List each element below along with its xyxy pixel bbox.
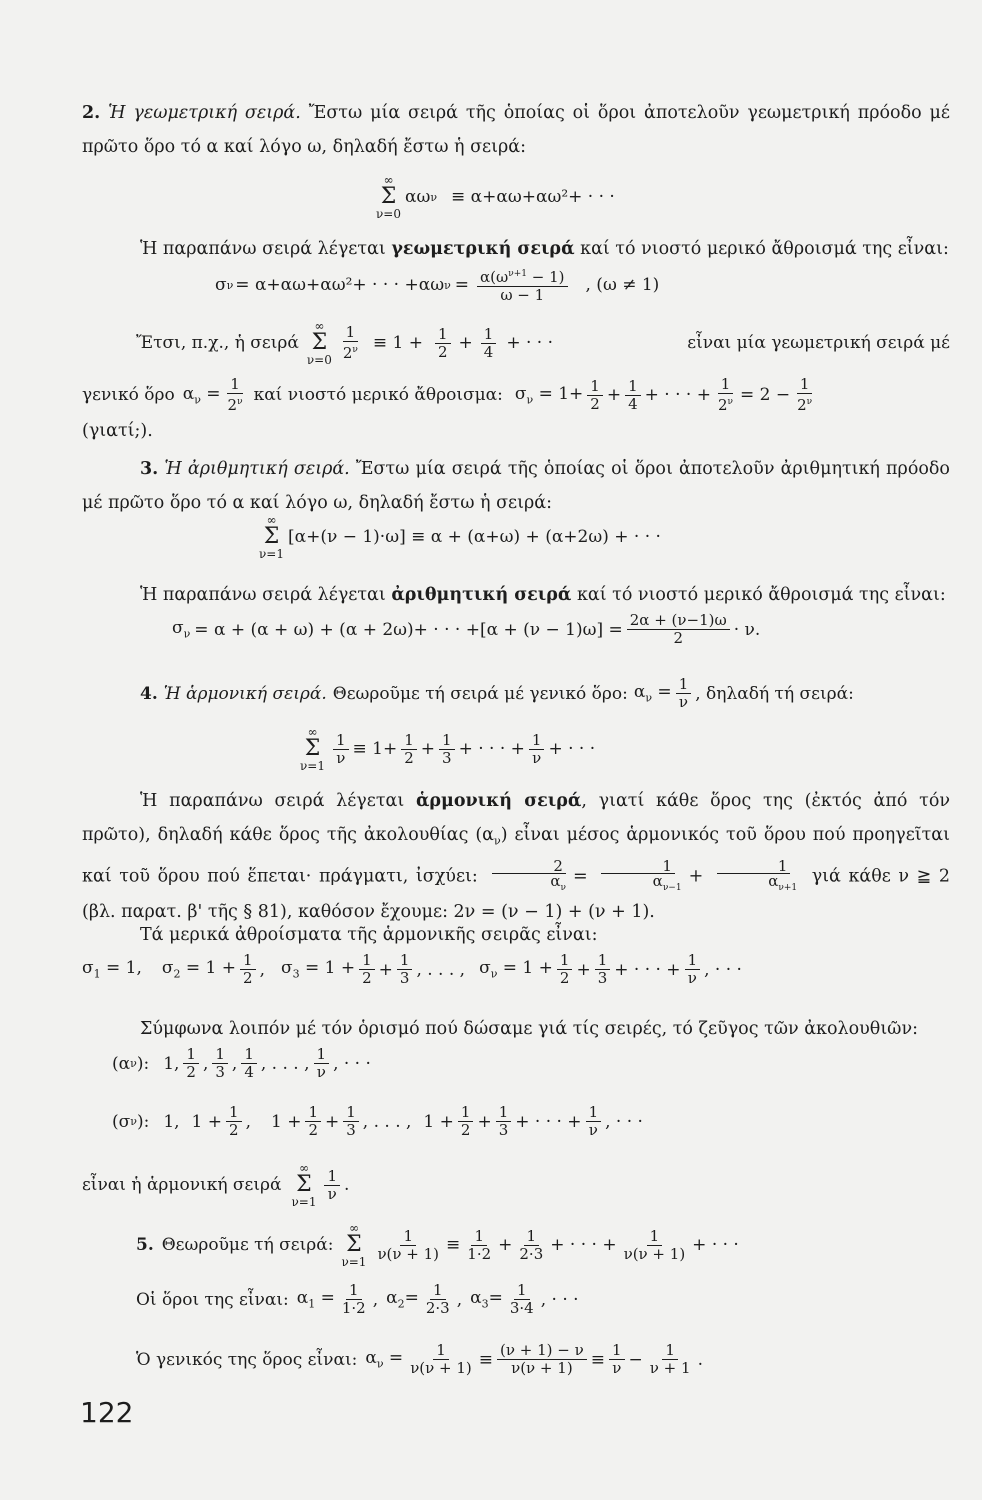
harmonic-definition: Ἡ παραπάνω σειρά λέγεται ἁρμονική σειρά, γιατί κάθε ὅρος της (ἐκτός ἀπό τόν πρῶτο), δηλαδή κάθε ὅρος τῆς ἀκολουθίας $(\alpha_\nu)$ εἶναι μέσος ἁρμονικός τοῦ ὅρου πού προηγεῖται καί τοῦ ὅρου πού ἕπεται· πράγματι, ἰσχύει: $\frac{2}{\alpha_\nu}$ = $\frac{1}{\alpha_{\nu-1}}$ + $\frac{1}{\alpha_{\nu+1}}$ γιά κάθε ν ≧ 2 (βλ. παρατ. β' τῆς § 81), καθόσον ἔχουμε: 2ν = (ν − 1) + (ν + 1). <box>82 791 950 922</box>
geometric-partial-sum: σ ν = α+αω+αω²+ · · · +αω ν = $\frac{\alpha(\omega^{\nu+1} - 1)}{\omega - 1}$ , (ω ≠ 1) <box>215 268 660 304</box>
fraction: $\frac{\alpha(\omega^{\nu+1} - 1)}{\omega - 1}$ <box>477 266 567 304</box>
term-arithmetic-series: ἀριθμητική σειρά <box>391 585 572 605</box>
harmonic-conclusion: Σύμφωνα λοιπόν μέ τόν ὁρισμό πού δώσαμε γιά τίς σειρές, τό ζεῦγος τῶν ἀκολουθιῶν: <box>140 1019 918 1039</box>
harmonic-series-formula: ∞ Σ ν=1 $\frac{1}{\nu}$ ≡ 1+ $\frac{1}{2}$ + $\frac{1}{3}$ + · · · + $\frac{1}{\nu}$ + · · · <box>300 725 596 773</box>
geometric-example: Ἔτσι, π.χ., ἡ σειρά ∞ Σ ν=0 $\frac{1}{2^\nu}$ ≡ 1 + $\frac{1}{2}$ + $\frac{1}{4}$ + · · · εἶναι μία γεωμετρική σειρά μέ <box>136 319 950 367</box>
sequence-s: (σ ν ): 1, 1 + $\frac{1}{2}$ , 1 + $\frac{1}{2}$ + $\frac{1}{3}$ , . . . , 1 + $\frac{1}{2}$ + $\frac{1}{3}$ + · · · + $\frac{1}{\nu}$ , · · · <box>112 1103 643 1139</box>
geometric-series-formula: ∞ Σ ν=0 αω ν ≡ α+αω+αω²+ · · · <box>376 173 615 221</box>
arithmetic-partial-sum: $\sigma_\nu$ = α + (α + ω) + (α + 2ω)+ · · · +[α + (ν − 1)ω] = $\frac{2\alpha + (\nu-1)\omega}{2}$ · ν. <box>172 611 761 647</box>
geometric-example-2: γενικό ὅρο $\alpha_\nu$ = $\frac{1}{2^\nu}$ καί νιοστό μερικό ἄθροισμα: $\sigma_\nu = 1+$ $\frac{1}{2}$ + $\frac{1}{4}$ + · · · + $\frac{1}{2^\nu}$ = 2 − $\frac{1}{2^\nu}$ <box>82 375 813 414</box>
section-2-intro <box>82 96 950 164</box>
section-5-terms: Οἱ ὅροι της εἶναι: $\alpha_1$ = $\frac{1}{1\cdot 2}$ , $\alpha_2=$ $\frac{1}{2\cdot 3}$ , $\alpha_3=$ $\frac{1}{3\cdot 4}$ , · · · <box>136 1281 579 1317</box>
arithmetic-definition: Ἡ παραπάνω σειρά λέγεται ἀριθμητική σειρά καί τό νιοστό μερικό ἄθροισμά της εἶναι: <box>140 585 946 605</box>
harmonic-partials-intro: Τά μερικά ἀθροίσματα τῆς ἁρμονικῆς σειρᾶς εἶναι: <box>140 925 598 945</box>
section-4-intro: 4. Ἡ ἁρμονική σειρά. Θεωροῦμε τή σειρά μέ γενικό ὅρο: $\alpha_\nu$ = $\frac{1}{\nu}$ , δηλαδή τή σειρά: <box>140 675 854 711</box>
arithmetic-series-formula: ∞ Σ ν=1 [α+(ν − 1)·ω] ≡ α + (α+ω) + (α+2ω) + · · · <box>259 513 661 561</box>
section-title: Ἡ γεωμετρική σειρά. <box>108 103 301 123</box>
harmonic-final: εἶναι ἡ ἁρμονική σειρά ∞ Σ ν=1 $\frac{1}{\nu}$ . <box>82 1161 350 1209</box>
section-text: Ἔστω μία σειρά τῆς ὁποίας οἱ ὅροι ἀποτελοῦν γεωμετρική πρόοδο μέ πρῶτο ὅρο τό α καί λόγο ω, δηλαδή ἔστω ἡ σειρά: <box>82 103 950 157</box>
page-number: 122 <box>80 1396 134 1429</box>
term-harmonic-series: ἁρμονική σειρά <box>415 791 582 811</box>
term-geometric-series: γεωμετρική σειρά <box>391 239 575 259</box>
sequence-a: (α ν ): 1, $\frac{1}{2}$ , $\frac{1}{3}$ , $\frac{1}{4}$ , . . . , $\frac{1}{\nu}$ , · · · <box>112 1045 371 1081</box>
sum-symbol: ∞ Σ ν=0 <box>376 173 401 221</box>
geometric-definition: Ἡ παραπάνω σειρά λέγεται γεωμετρική σειρά καί τό νιοστό μερικό ἄθροισμά της εἶναι: <box>140 239 949 259</box>
harmonic-partial-sums: $\sigma_1 = 1$, $\sigma_2 = 1$ + $\frac{1}{2}$ , $\sigma_3 = 1$ + $\frac{1}{2}$ + $\frac{1}{3}$ , . . . , $\sigma_\nu = 1$ + $\frac{1}{2}$ + $\frac{1}{3}$ + · · · + $\frac{1}{\nu}$ , · · · <box>82 951 742 987</box>
section-3-intro: 3. Ἡ ἀριθμητική σειρά. Ἔστω μία σειρά τῆς ὁποίας οἱ ὅροι ἀποτελοῦν ἀριθμητική πρόοδο μέ πρῶτο ὅρο τό α καί λόγο ω, δηλαδή ἔστω ἡ σειρά: <box>82 459 950 513</box>
section-5-intro: 5. Θεωροῦμε τή σειρά: ∞ Σ ν=1 $\frac{1}{\nu(\nu + 1)}$ ≡ $\frac{1}{1\cdot 2}$ + $\frac{1}{2\cdot 3}$ + · · · + $\frac{1}{\nu(\nu + 1)}$ + · · · <box>136 1221 739 1269</box>
section-number: 2. <box>82 103 101 123</box>
section-5-general: Ὁ γενικός της ὅρος εἶναι: $\alpha_\nu$ = $\frac{1}{\nu(\nu + 1)}$ ≡ $\frac{(\nu + 1) - \nu}{\nu(\nu + 1)}$ ≡ $\frac{1}{\nu}$ − $\frac{1}{\nu + 1}$ . <box>136 1341 703 1377</box>
why-question: (γιατί;). <box>82 421 153 441</box>
